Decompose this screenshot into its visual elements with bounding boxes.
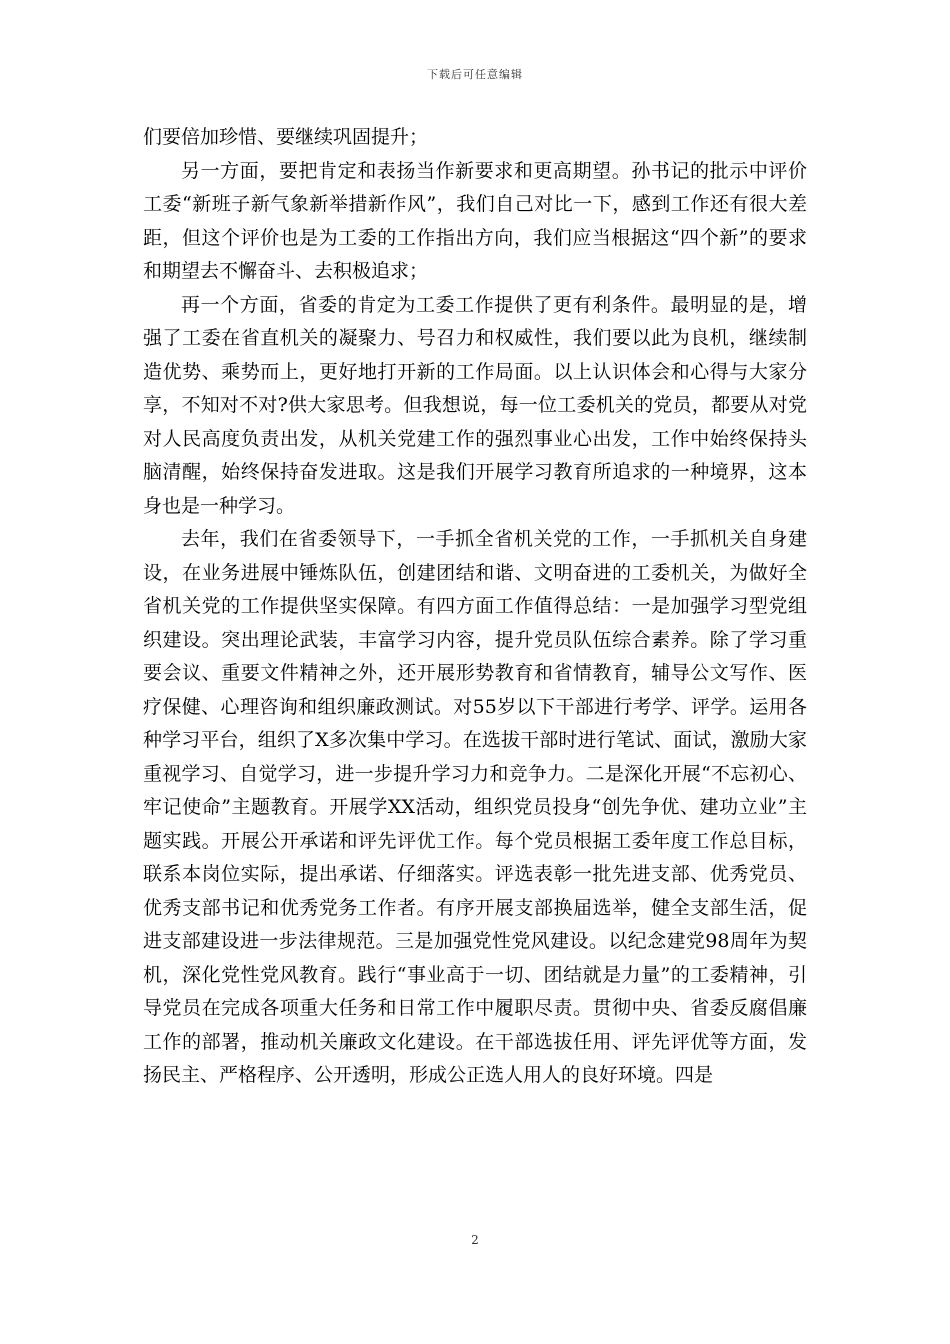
paragraph: 们要倍加珍惜、要继续巩固提升；	[143, 126, 429, 148]
document-body	[143, 121, 807, 1093]
paragraph: 另一方面，要把肯定和表扬当作新要求和更高期望。孙书记的批示中评价工委“新班子新气象新举措新作风”，我们自己对比一下，感到工作还有很大差距，但这个评价也是为工委的工作指出方向，我们应当根据这“四个新”的要求和期望去不懈奋斗、去积极追求；	[143, 159, 807, 282]
page-header: 下载后可任意编辑	[427, 68, 523, 81]
page-number: 2	[471, 1233, 479, 1247]
paragraph: 去年，我们在省委领导下，一手抓全省机关党的工作，一手抓机关自身建设，在业务进展中锤炼队伍，创建团结和谐、文明奋进的工委机关，为做好全省机关党的工作提供坚实保障。有四方面工作值得总结：一是加强学习型党组织建设。突出理论武装，丰富学习内容，提升党员队伍综合素养。除了学习重要会议、重要文件精神之外，还开展形势教育和省情教育，辅导公文写作、医疗保健、心理咨询和组织廉政测试。对55岁以下干部进行考学、评学。运用各种学习平台，组织了X多次集中学习。在选拔干部时进行笔试、面试，激励大家重视学习、自觉学习，进一步提升学习力和竞争力。二是深化开展“不忘初心、牢记使命”主题教育。开展学XX活动，组织党员投身“创先争优、建功立业”主题实践。开展公开承诺和评先评优工作。每个党员根据工委年度工作总目标，联系本岗位实际，提出承诺、仔细落实。评选表彰一批先进支部、优秀党员、优秀支部书记和优秀党务工作者。有序开展支部换届选举，健全支部生活，促进支部建设进一步法律规范。三是加强党性党风建设。以纪念建党98周年为契机，深化党性党风教育。践行“事业高于一切、团结就是力量”的工委精神，引导党员在完成各项重大任务和日常工作中履职尽责。贯彻中央、省委反腐倡廉工作的部署，推动机关廉政文化建设。在干部选拔任用、评先评优等方面，发扬民主、严格程序、公开透明，形成公正选人用人的良好环境。四是	[143, 528, 807, 1086]
paragraph: 再一个方面，省委的肯定为工委工作提供了更有利条件。最明显的是，增强了工委在省直机关的凝聚力、号召力和权威性，我们要以此为良机，继续制造优势、乘势而上，更好地打开新的工作局面。以上认识体会和心得与大家分享，不知对不对?供大家思考。但我想说，每一位工委机关的党员，都要从对党对人民高度负责出发，从机关党建工作的强烈事业心出发，工作中始终保持头脑清醒，始终保持奋发进取。这是我们开展学习教育所追求的一种境界，这本身也是一种学习。	[143, 293, 807, 517]
